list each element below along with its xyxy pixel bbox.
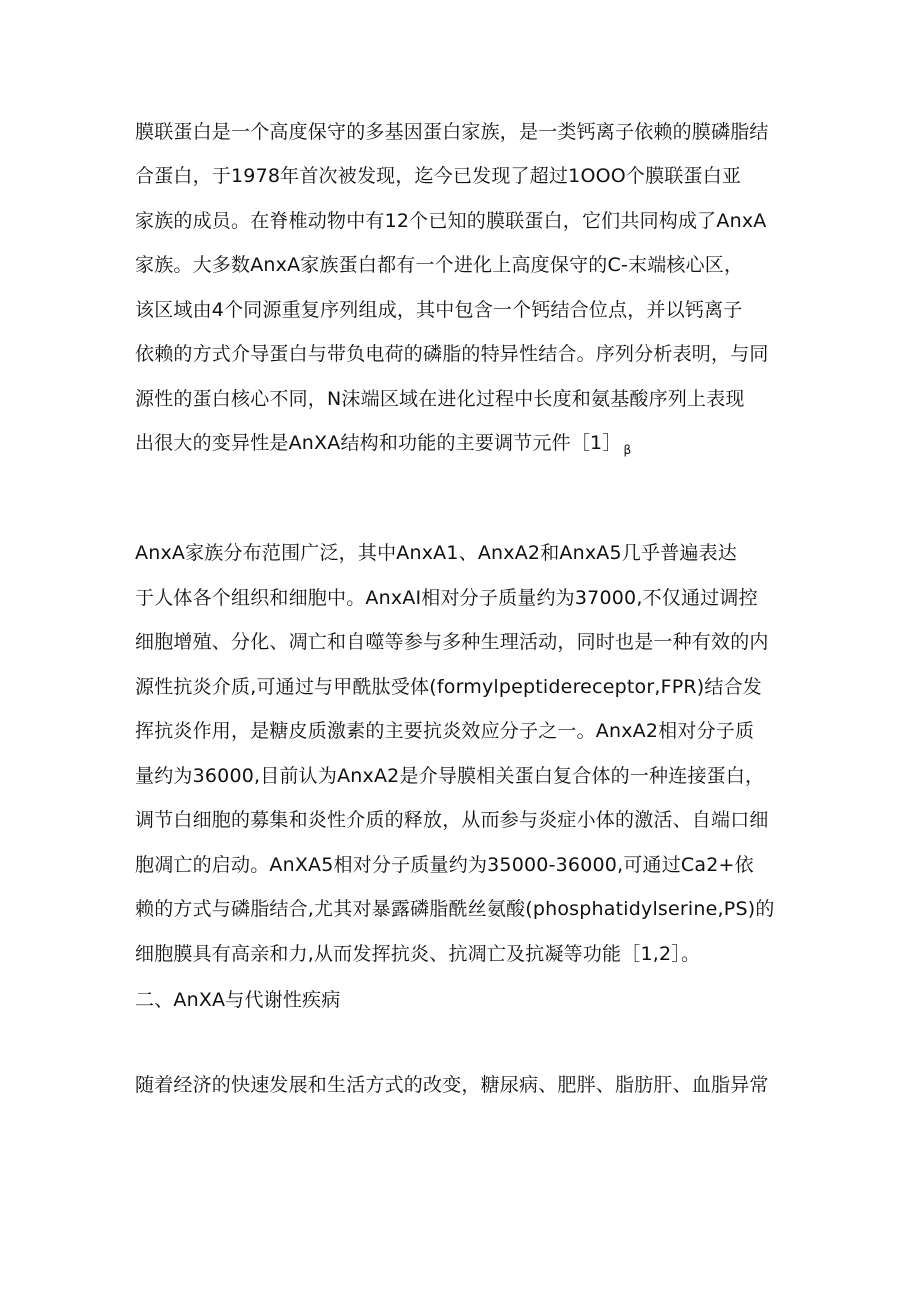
text-line-content: 出很大的变异性是AnXA结构和功能的主要调节元件［1］ [135,432,622,454]
text-line: 量约为36000,目前认为AnxA2是介导膜相关蛋白复合体的一种连接蛋白， [135,765,765,787]
citation-suffix: β [623,443,632,457]
text-line: 膜联蛋白是一个高度保守的多基因蛋白家族，是一类钙离子依赖的膜磷脂结 [135,121,769,143]
text-line: 家族。大多数AnxA家族蛋白都有一个进化上高度保守的C-末端核心区， [135,254,744,276]
text-line [135,431,631,457]
text-line: 挥抗炎作用，是糖皮质激素的主要抗炎效应分子之一。AnxA2相对分子质 [135,720,755,742]
text-line: 赖的方式与磷脂结合,尤其对暴露磷脂酰丝氨酸(phosphatidylserine,PS)的 [135,898,775,920]
text-line: 源性抗炎介质,可通过与甲酰肽受体(formylpeptidereceptor,FPR)结合发 [135,676,762,698]
text-line: AnxA家族分布范围广泛，其中AnxA1、AnxA2和AnxA5几乎普遍表达 [135,542,737,564]
section-heading: 二、AnXA与代谢性疾病 [135,989,341,1011]
text-line: 胞凋亡的启动。AnXA5相对分子质量约为35000-36000,可通过Ca2+依 [135,854,754,876]
text-line: 合蛋白，于1978年首次被发现，迄今已发现了超过1OOO个膜联蛋白亚 [135,165,742,187]
text-line: 随着经济的快速发展和生活方式的改变，糖尿病、肥胖、脂肪肝、血脂异常 [135,1074,769,1096]
text-line: 家族的成员。在脊椎动物中有12个已知的膜联蛋白，它们共同构成了AnxA [135,210,767,232]
text-line: 依赖的方式介导蛋白与带负电荷的磷脂的特异性结合。序列分析表明，与同 [135,343,769,365]
text-line: 细胞增殖、分化、凋亡和自噬等参与多种生理活动，同时也是一种有效的内 [135,631,769,653]
text-line: 于人体各个组织和细胞中。AnxAI相对分子质量约为37000,不仅通过调控 [135,587,758,609]
text-line: 该区域由4个同源重复序列组成，其中包含一个钙结合位点，并以钙离子 [135,299,743,321]
text-line: 调节白细胞的募集和炎性介质的释放，从而参与炎症小体的激活、自端口细 [135,809,769,831]
text-line: 源性的蛋白核心不同，N沫端区域在进化过程中长度和氨基酸序列上表现 [135,388,745,410]
text-line: 细胞膜具有高亲和力,从而发挥抗炎、抗凋亡及抗凝等功能［1,2］。 [135,943,701,965]
